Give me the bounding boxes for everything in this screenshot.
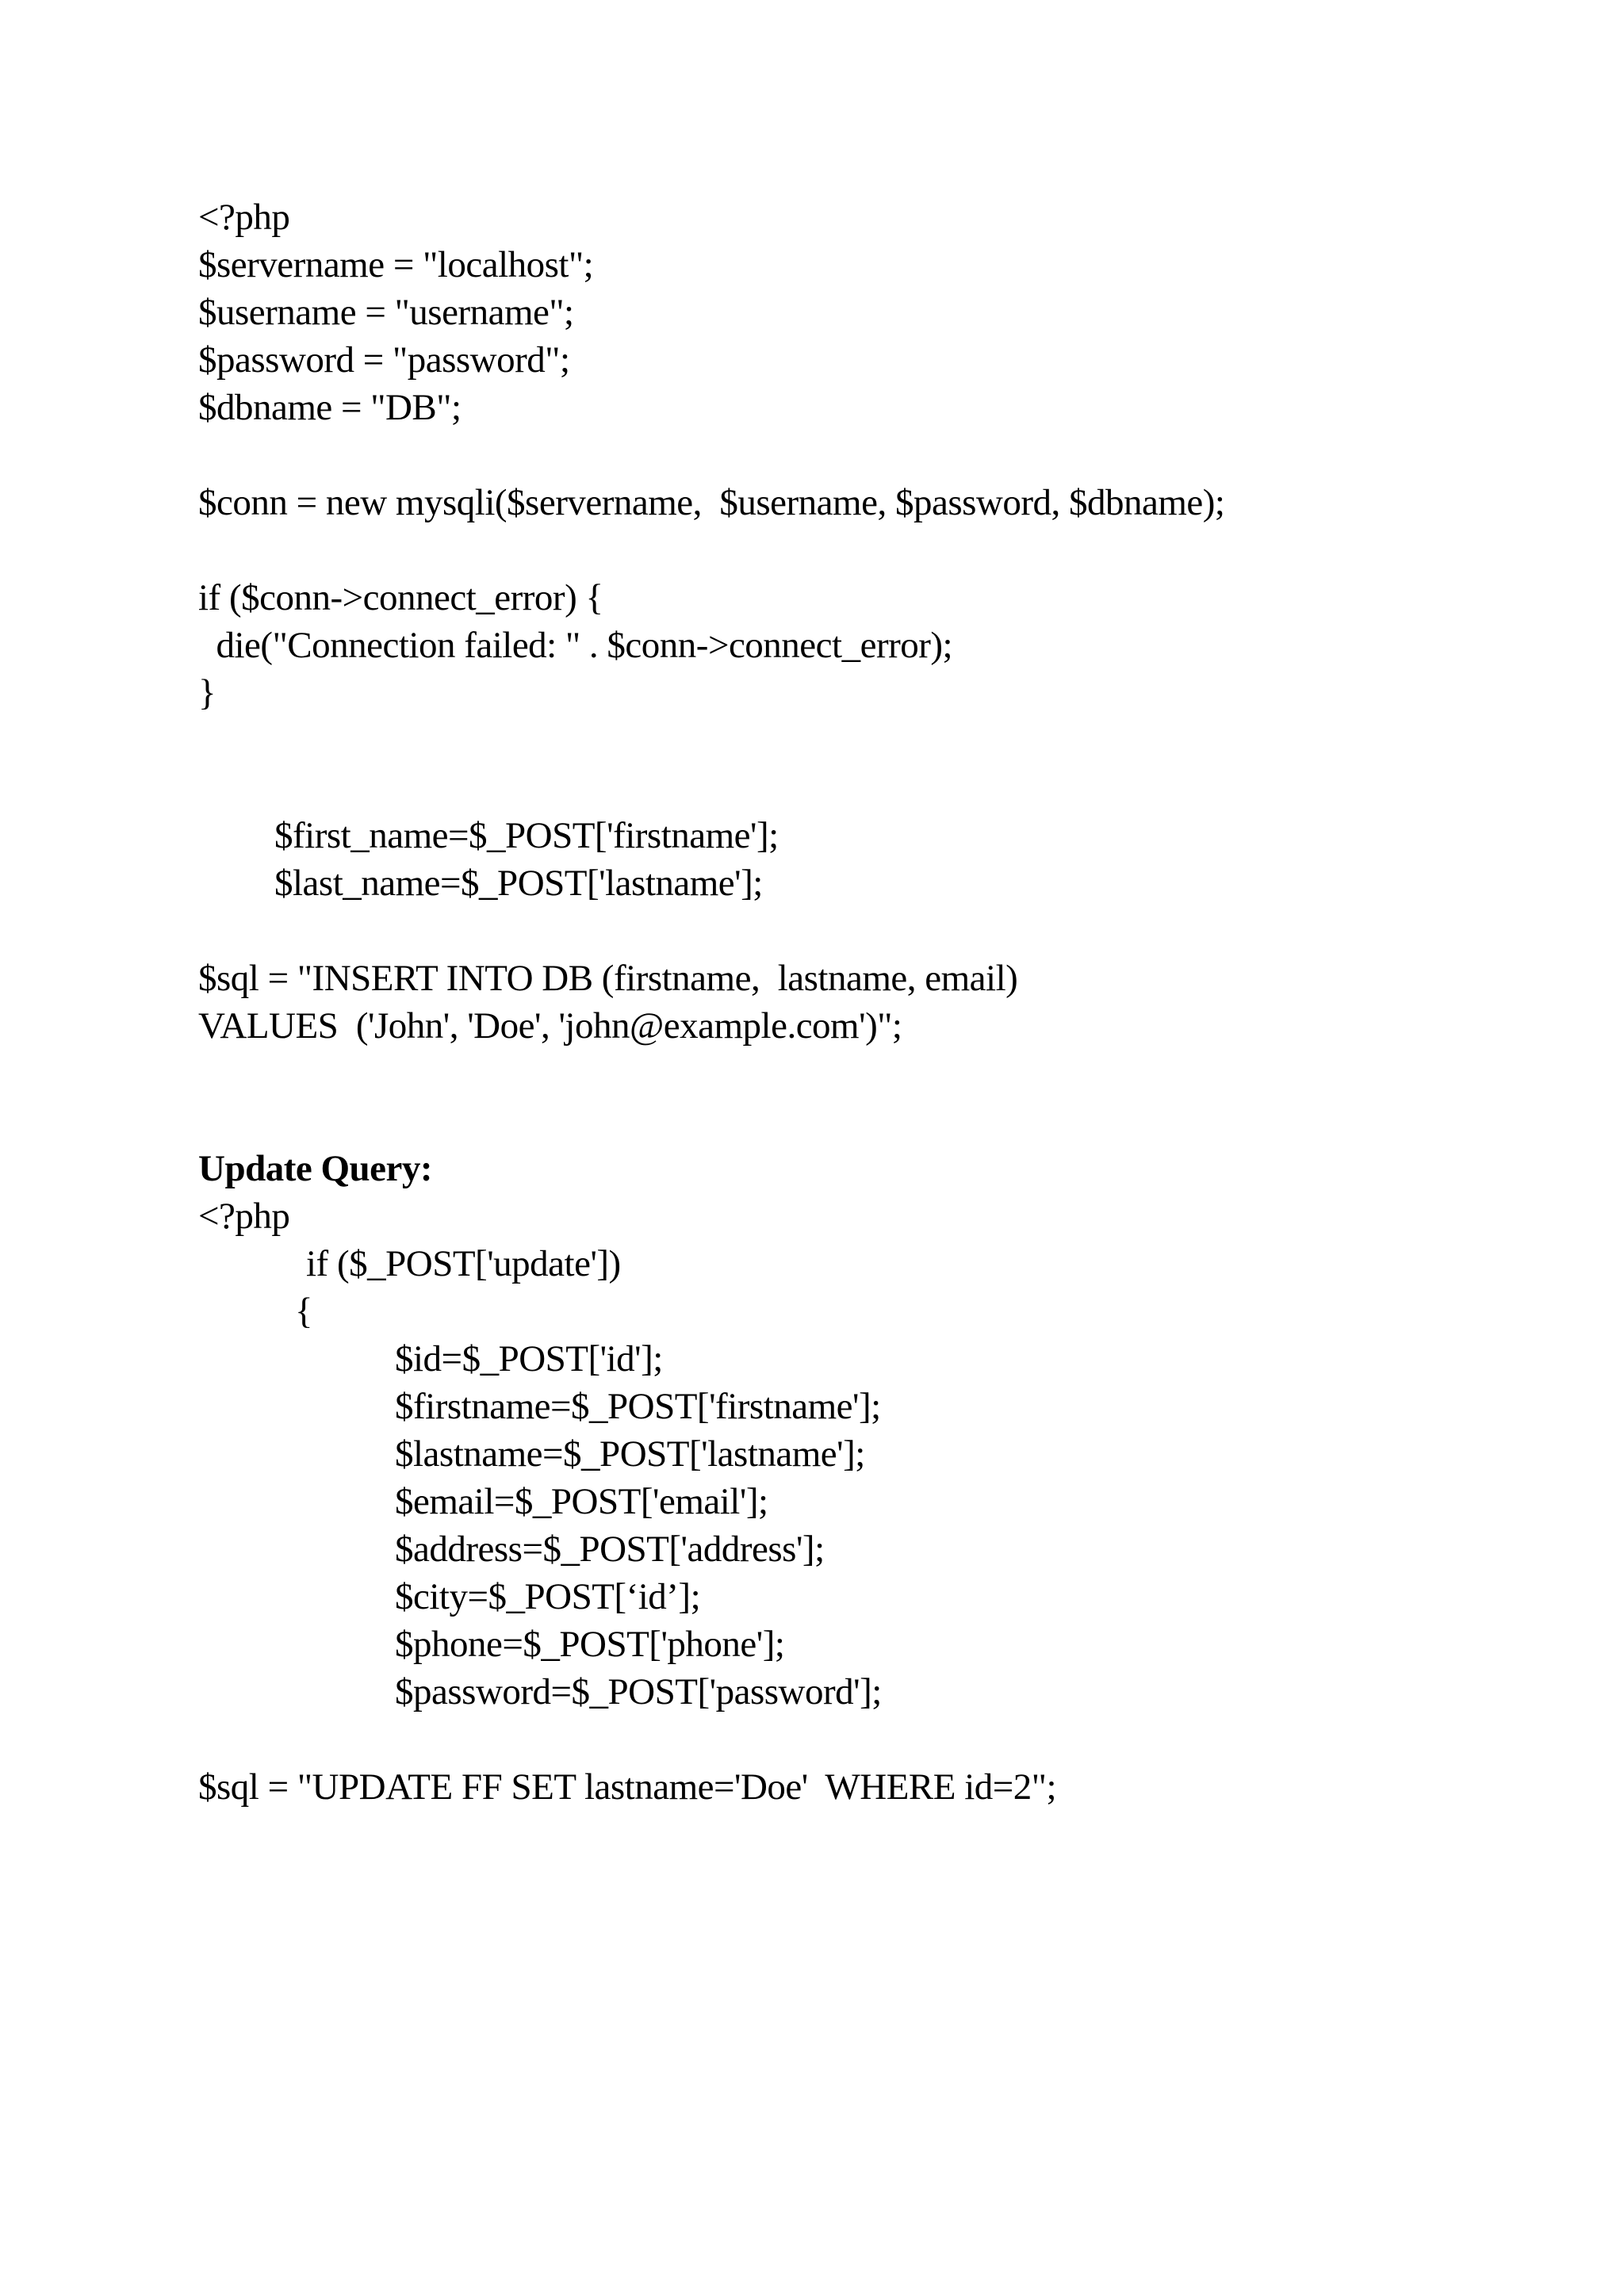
blank-line [198,907,1546,955]
die-line: die("Connection failed: " . $conn->connect_error); [198,625,953,666]
blank-line [198,526,1546,574]
id-post-line: $id=$_POST['id']; [395,1338,663,1380]
blank-line [198,1097,1546,1145]
blank-line [198,1716,1546,1763]
update-php-open-tag: <?php [198,1196,290,1237]
update-open-brace-line: { [295,1291,313,1332]
firstname-post-line: $firstname=$_POST['firstname']; [395,1386,881,1427]
update-sql-line: $sql = "UPDATE FF SET lastname='Doe' WHERE id=2"; [198,1766,1057,1808]
update-if-line: if ($_POST['update']) [306,1243,621,1284]
city-post-line: $city=$_POST[‘id’]; [395,1576,701,1617]
servername-line: $servername = "localhost"; [198,244,594,285]
address-post-line: $address=$_POST['address']; [395,1529,825,1570]
dbname-line: $dbname = "DB"; [198,387,462,428]
blank-line [198,764,1546,812]
php-open-tag: <?php [198,197,290,238]
email-post-line: $email=$_POST['email']; [395,1481,768,1522]
blank-line [198,431,1546,479]
first-name-post-line: $first_name=$_POST['firstname']; [274,815,779,856]
insert-values-line: VALUES ('John', 'Doe', 'john@example.com')"; [198,1005,902,1047]
connection-line: $conn = new mysqli($servername, $username, $password, $dbname); [198,482,1225,523]
update-query-heading: Update Query: [198,1148,433,1189]
closing-brace-line: } [198,672,216,714]
username-line: $username = "username"; [198,292,574,333]
if-connect-error-line: if ($conn->connect_error) { [198,577,603,618]
password-line: $password = "password"; [198,339,570,381]
phone-post-line: $phone=$_POST['phone']; [395,1624,785,1665]
password-post-line: $password=$_POST['password']; [395,1671,882,1712]
code-listing [198,193,1546,1811]
last-name-post-line: $last_name=$_POST['lastname']; [274,863,763,904]
insert-sql-line: $sql = "INSERT INTO DB (firstname, lastname, email) [198,958,1018,999]
blank-line [198,717,1546,764]
lastname-post-line: $lastname=$_POST['lastname']; [395,1433,865,1475]
blank-line [198,1050,1546,1097]
